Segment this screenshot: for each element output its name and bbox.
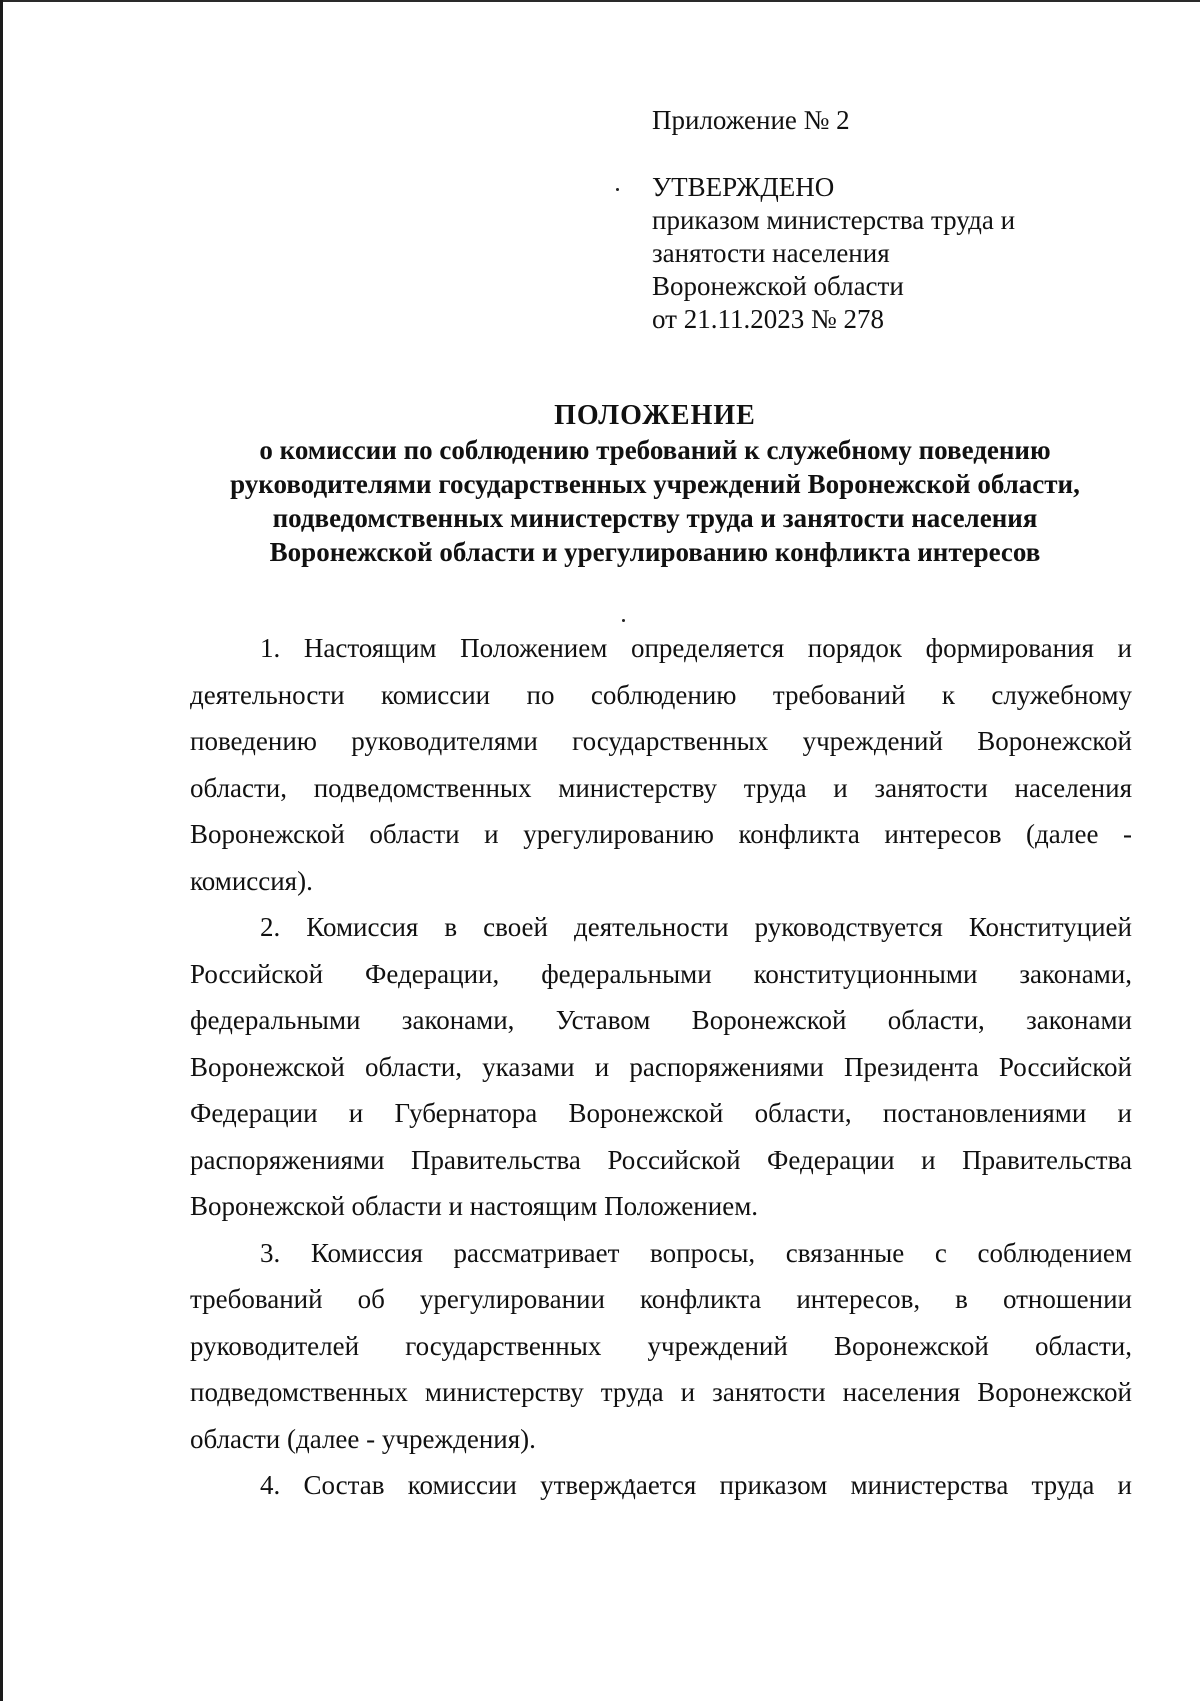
paragraph-line: области (далее - учреждения). bbox=[190, 1423, 536, 1454]
title-main: ПОЛОЖЕНИЕ bbox=[554, 400, 756, 431]
approval-stamp-text bbox=[652, 171, 1112, 336]
paragraph-line: федеральными законами, Уставом Воронежской области, законами bbox=[190, 1005, 1132, 1035]
approval-line: занятости населения bbox=[652, 238, 890, 268]
paragraph-1 bbox=[190, 625, 1132, 904]
paragraph-line: 4. Состав комиссии утверждается приказом министерства труда и bbox=[260, 1470, 1132, 1500]
paragraph-line: Российской Федерации, федеральными конституционными законами, bbox=[190, 958, 1132, 989]
approval-heading: УТВЕРЖДЕНО bbox=[652, 172, 835, 202]
title-subtitle-line: Воронежской области и урегулированию конфликта интересов bbox=[269, 537, 1041, 567]
paragraph-4 bbox=[190, 1462, 1132, 1509]
scan-edge-left bbox=[0, 0, 3, 1701]
paragraph-line: комиссия). bbox=[190, 865, 313, 896]
paragraph-line: области, подведомственных министерству труда и занятости населения bbox=[190, 772, 1132, 803]
paragraph-3 bbox=[190, 1230, 1132, 1463]
paragraph-line: распоряжениями Правительства Российской Федерации и Правительства bbox=[190, 1144, 1132, 1175]
paragraph-line: деятельности комиссии по соблюдению требований к служебному bbox=[190, 679, 1132, 710]
scan-speck bbox=[622, 619, 625, 622]
title-subtitle-line: руководителями государственных учреждений Воронежской области, bbox=[230, 469, 1080, 499]
document-title bbox=[170, 399, 1140, 569]
paragraph-line: Федерации и Губернатора Воронежской области, постановлениями и bbox=[190, 1098, 1132, 1128]
paragraph-line: подведомственных министерству труда и занятости населения Воронежской bbox=[190, 1377, 1132, 1407]
paragraph-line: руководителей государственных учреждений Воронежской области, bbox=[190, 1330, 1132, 1361]
document-body bbox=[190, 625, 1132, 1509]
paragraph-line: Воронежской области, указами и распоряжениями Президента Российской bbox=[190, 1051, 1132, 1082]
approval-date-line: от 21.11.2023 № 278 bbox=[652, 304, 884, 334]
paragraph-line: 2. Комиссия в своей деятельности руководствуется Конституцией bbox=[260, 912, 1132, 942]
paragraph-line: Воронежской области и урегулированию конфликта интересов (далее - bbox=[190, 819, 1132, 849]
paragraph-line: 1. Настоящим Положением определяется порядок формирования и bbox=[260, 633, 1132, 663]
title-subtitle-line: о комиссии по соблюдению требований к служебному поведению bbox=[259, 435, 1051, 465]
scan-speck bbox=[616, 188, 619, 191]
paragraph-line: 3. Комиссия рассматривает вопросы, связанные с соблюдением bbox=[260, 1237, 1132, 1268]
annex-label: Приложение № 2 bbox=[652, 105, 850, 135]
approval-line: приказом министерства труда и bbox=[652, 205, 1016, 235]
title-subtitle-line: подведомственных министерству труда и занятости населения bbox=[272, 503, 1038, 533]
approval-line: Воронежской области bbox=[652, 271, 904, 301]
paragraph-line: требований об урегулировании конфликта интересов, в отношении bbox=[190, 1284, 1132, 1314]
paragraph-2 bbox=[190, 904, 1132, 1230]
scan-edge-top bbox=[0, 0, 1200, 2]
paragraph-line: поведению руководителями государственных учреждений Воронежской bbox=[190, 726, 1132, 756]
approval-block bbox=[652, 104, 1112, 336]
paragraph-line: Воронежской области и настоящим Положением. bbox=[190, 1191, 759, 1221]
